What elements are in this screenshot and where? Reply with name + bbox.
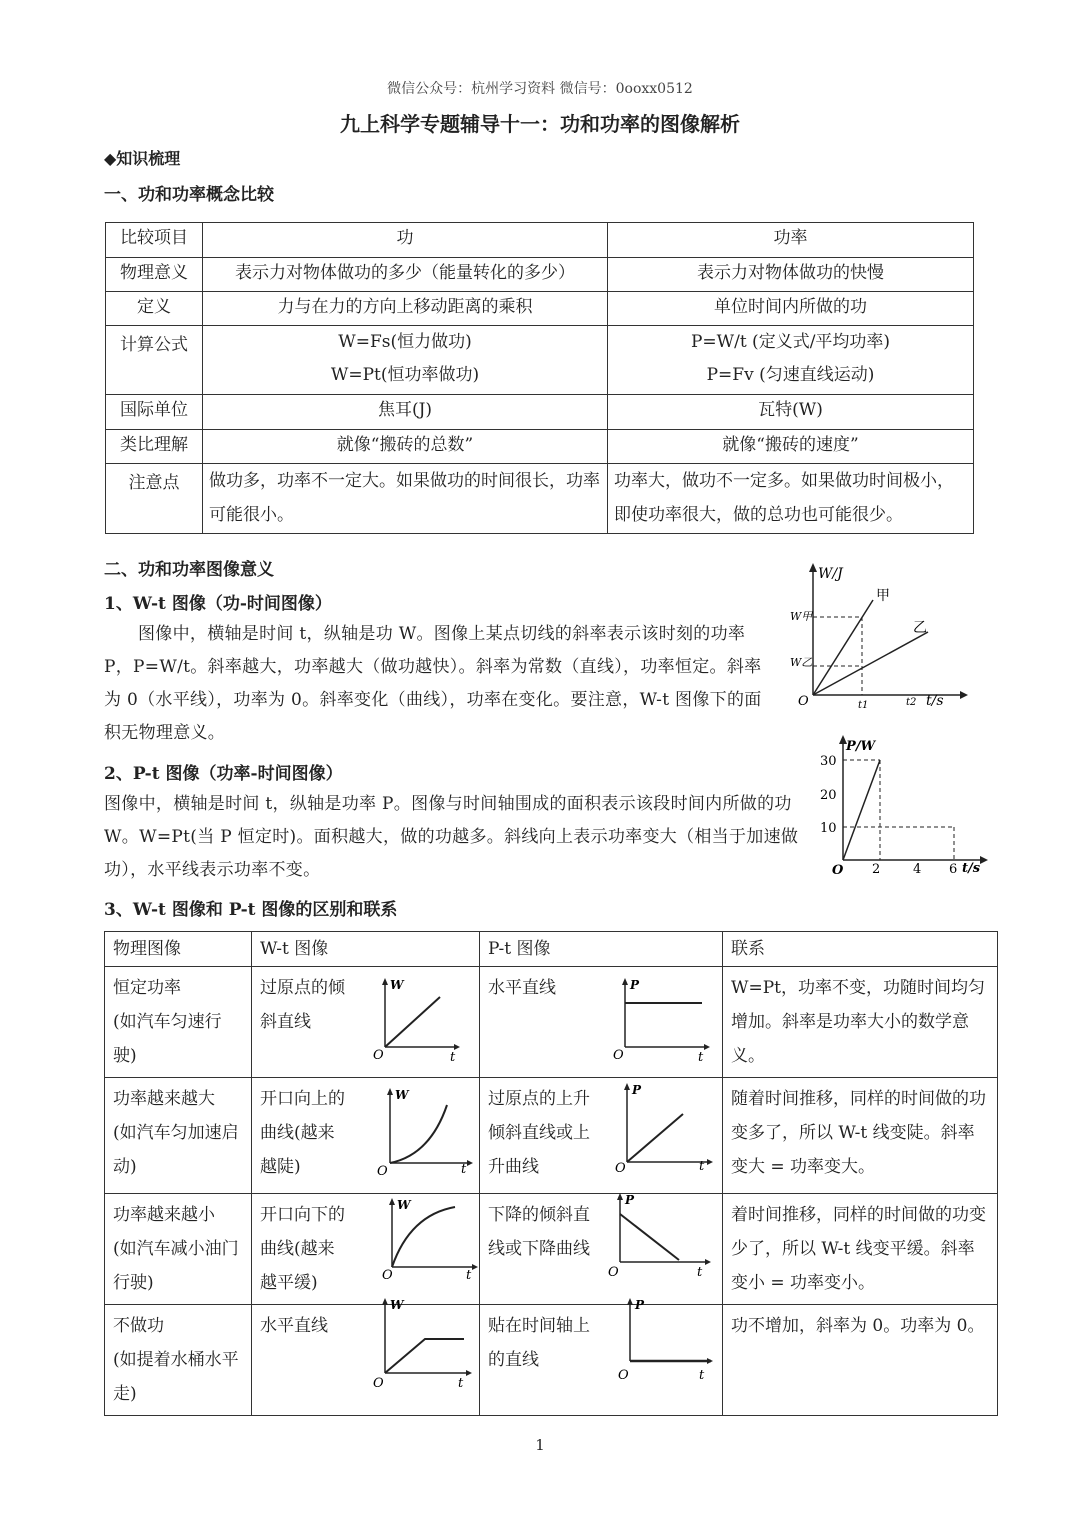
- w2-label: W乙: [790, 656, 813, 669]
- axis-t-label: t: [466, 1268, 472, 1283]
- t2-label: t2: [906, 697, 917, 708]
- y-axis-label: P/W: [846, 739, 876, 754]
- wt-desc: 过原点的倾斜直线: [260, 978, 345, 1032]
- row-label: 注意点: [106, 464, 203, 534]
- x-tick-label: 6: [949, 862, 958, 877]
- axis-o-label: O: [618, 1368, 629, 1383]
- table-header-cell: 功率: [608, 223, 974, 258]
- axis-t-label: t: [699, 1368, 705, 1383]
- subsection3-heading: 3、W-t 图像和 P-t 图像的区别和联系: [104, 900, 398, 920]
- y-tick-label: 10: [820, 821, 837, 836]
- power-cell: 瓦特(W): [608, 395, 974, 430]
- w1-label: W甲: [790, 610, 813, 623]
- comparison-table: [105, 222, 974, 534]
- origin-label: O: [832, 863, 844, 878]
- axis-o-label: O: [373, 1376, 384, 1390]
- power-cell: [608, 326, 974, 395]
- row-label: 类比理解: [106, 430, 203, 464]
- relation-cell: W=Pt，功率不变，功随时间均匀增加。斜率是功率大小的数学意义。: [723, 967, 998, 1078]
- axis-t-label: t: [461, 1162, 467, 1177]
- axis-t-label: t: [458, 1376, 464, 1390]
- axis-o-label: O: [608, 1265, 619, 1280]
- table-header-cell: 功: [203, 223, 608, 258]
- power-cell: 表示力对物体做功的快慢: [608, 258, 974, 292]
- pt-desc: 贴在时间轴上的直线: [488, 1316, 590, 1370]
- axis-w-label: W: [395, 1088, 409, 1102]
- x-tick-label: 4: [913, 862, 922, 877]
- work-cell: [203, 326, 608, 395]
- power-cell: 功率大，做功不一定多。如果做功时间极小，即使功率很大，做的总功也可能很少。: [608, 464, 974, 534]
- pt-desc: 水平直线: [488, 978, 556, 998]
- mini-pt-graph: [610, 975, 710, 1063]
- relation-cell: 着时间推移，同样的时间做的功变少了，所以 W-t 线变平缓。斜率变小 = 功率变小。: [723, 1194, 998, 1305]
- wt-description: 图像中，横轴是时间 t，纵轴是功 W。图像上某点切线的斜率表示该时刻的功率 P，P=W/t。斜率越大，功率越大（做功越快）。斜率为常数（直线），功率恒定。斜率为 0（水平线），功率为 0。斜率变化（曲线），功率在变化。要注意，W-t 图像下的面积无物理意义。: [104, 624, 762, 743]
- wt-pt-table: [104, 931, 998, 1416]
- y-axis-label: W/J: [818, 566, 843, 582]
- axis-o-label: O: [382, 1268, 393, 1283]
- type-example: (如汽车匀加速启动): [113, 1123, 239, 1177]
- type-example: (如提着水桶水平走): [113, 1350, 239, 1404]
- table-header-cell: P-t 图像: [480, 932, 723, 967]
- page-header: 微信公众号：杭州学习资料 微信号：0ooxx0512: [387, 81, 693, 97]
- wt-figure: [788, 560, 968, 720]
- type-label: 恒定功率: [113, 978, 181, 998]
- type-label: 功率越来越小: [113, 1205, 215, 1225]
- axis-t-label: t: [450, 1050, 456, 1063]
- axis-o-label: O: [377, 1164, 388, 1179]
- axis-w-label: W: [390, 1298, 404, 1312]
- y-tick-label: 20: [820, 788, 837, 803]
- power-cell: 单位时间内所做的功: [608, 292, 974, 326]
- work-cell: 就像“搬砖的总数”: [203, 430, 608, 464]
- pt-figure: [810, 730, 990, 880]
- pt-desc: 下降的倾斜直线或下降曲线: [488, 1205, 590, 1259]
- row-label: 定义: [106, 292, 203, 326]
- y-tick-label: 30: [820, 754, 837, 769]
- axis-o-label: O: [615, 1161, 626, 1175]
- type-cell: [105, 967, 252, 1078]
- axis-t-label: t: [697, 1265, 703, 1280]
- work-cell: 焦耳(J): [203, 395, 608, 430]
- wt-desc: 水平直线: [260, 1316, 328, 1336]
- formula-line: W=Pt(恒功率做功): [330, 365, 480, 385]
- axis-w-label: W: [390, 978, 404, 992]
- type-label: 不做功: [113, 1316, 164, 1336]
- mini-pt-graph: [615, 1080, 715, 1175]
- origin-label: O: [798, 694, 809, 709]
- section2-heading: 二、功和功率图像意义: [104, 560, 274, 580]
- wt-desc: 开口向上的曲线(越来越陡): [260, 1089, 345, 1177]
- power-cell: 就像“搬砖的速度”: [608, 430, 974, 464]
- axis-p-label: P: [635, 1298, 645, 1312]
- subsection2-heading: 2、P-t 图像（功率-时间图像）: [104, 764, 343, 784]
- type-example: (如汽车减小油门行驶): [113, 1239, 239, 1293]
- subsection1-heading: 1、W-t 图像（功-时间图像）: [104, 594, 332, 614]
- type-cell: [105, 1305, 252, 1416]
- mini-pt-graph: [615, 1295, 715, 1385]
- axis-p-label: P: [630, 978, 640, 992]
- row-label: 国际单位: [106, 395, 203, 430]
- mini-wt-graph: [380, 1195, 480, 1285]
- mini-wt-graph: [370, 975, 460, 1063]
- line-label-jia: 甲: [876, 588, 890, 604]
- axis-t-label: t: [699, 1159, 705, 1174]
- axis-o-label: O: [613, 1048, 624, 1063]
- axis-w-label: W: [397, 1198, 411, 1212]
- table-header-cell: 联系: [723, 932, 998, 967]
- table-header-cell: W-t 图像: [252, 932, 480, 967]
- relation-cell: 随着时间推移，同样的时间做的功变多了，所以 W-t 线变陡。斜率变大 = 功率变大。: [723, 1078, 998, 1194]
- type-label: 功率越来越大: [113, 1089, 215, 1109]
- row-label: 计算公式: [106, 326, 203, 395]
- wt-desc: 开口向下的曲线(越来越平缓): [260, 1205, 345, 1293]
- work-cell: 做功多，功率不一定大。如果做功的时间很长，功率可能很小。: [203, 464, 608, 534]
- table-header-cell: 物理图像: [105, 932, 252, 967]
- section1-heading: 一、功和功率概念比较: [104, 185, 274, 205]
- x-axis-label: t/s: [926, 693, 944, 709]
- axis-p-label: P: [625, 1193, 635, 1207]
- t1-label: t1: [858, 700, 869, 711]
- type-cell: [105, 1194, 252, 1305]
- formula-line: W=Fs(恒力做功): [338, 332, 472, 352]
- type-cell: [105, 1078, 252, 1194]
- knowledge-heading: ◆知识梳理: [104, 149, 181, 168]
- relation-cell: 功不增加，斜率为 0。功率为 0。: [723, 1305, 998, 1416]
- mini-pt-graph: [605, 1190, 715, 1280]
- x-tick-label: 2: [872, 862, 881, 877]
- page-title: 九上科学专题辅导十一：功和功率的图像解析: [340, 112, 740, 136]
- mini-wt-graph: [370, 1295, 475, 1390]
- pt-description: 图像中，横轴是时间 t，纵轴是功率 P。图像与时间轴围成的面积表示该段时间内所做的功 W。W=Pt(当 P 恒定时)。面积越大，做的功越多。斜线向上表示功率变大（相当于加速做功），水平线表示功率不变。: [104, 794, 799, 880]
- table-header-cell: 比较项目: [106, 223, 203, 258]
- axis-p-label: P: [632, 1083, 642, 1097]
- work-cell: 力与在力的方向上移动距离的乘积: [203, 292, 608, 326]
- line-label-yi: 乙: [913, 620, 927, 636]
- mini-wt-graph: [375, 1085, 475, 1180]
- axis-o-label: O: [373, 1048, 384, 1063]
- page-number: 1: [535, 1436, 545, 1454]
- formula-line: P=Fv (匀速直线运动): [706, 365, 875, 385]
- formula-line: P=W/t (定义式/平均功率): [690, 332, 891, 352]
- x-axis-label: t/s: [962, 861, 981, 876]
- axis-t-label: t: [698, 1050, 704, 1063]
- row-label: 物理意义: [106, 258, 203, 292]
- type-example: (如汽车匀速行驶): [113, 1012, 222, 1066]
- pt-desc: 过原点的上升倾斜直线或上升曲线: [488, 1089, 590, 1177]
- work-cell: 表示力对物体做功的多少（能量转化的多少）: [203, 258, 608, 292]
